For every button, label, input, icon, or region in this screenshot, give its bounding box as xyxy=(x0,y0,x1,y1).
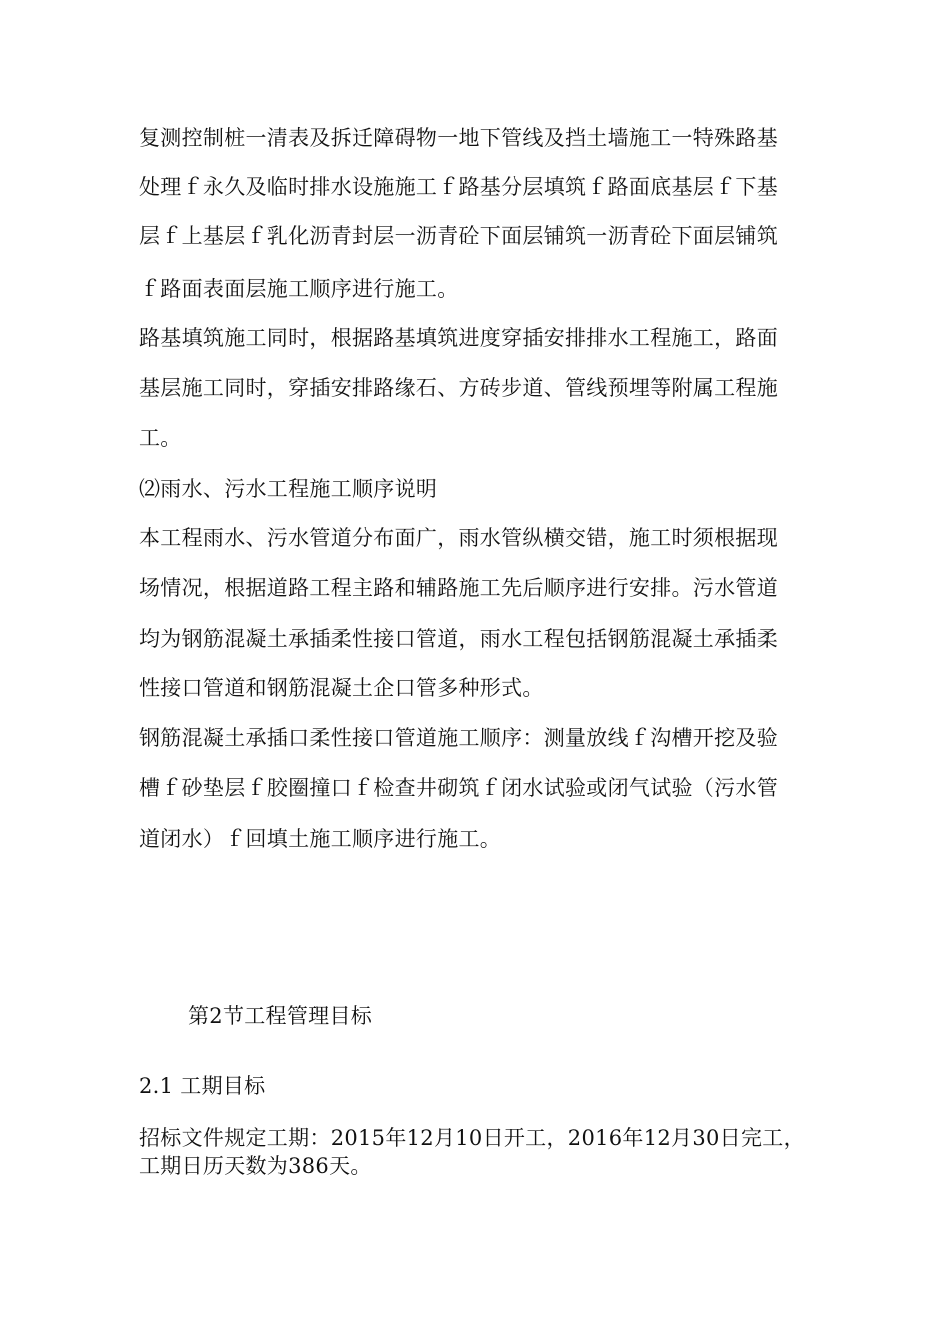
subheading-drainage-order: ⑵雨水、污水工程施工顺序说明 xyxy=(139,477,438,501)
paragraph-line: 槽ｆ砂垫层ｆ胶圈撞口ｆ检查井砌筑ｆ闭水试验或闭气试验（污水管 xyxy=(139,776,778,800)
paragraph-line: 基层施工同时，穿插安排路缘石、方砖步道、管线预埋等附属工程施 xyxy=(139,376,778,400)
paragraph-line: 工期日历天数为386天。 xyxy=(139,1154,372,1178)
paragraph-line: 层ｆ上基层ｆ乳化沥青封层一沥青砼下面层铺筑一沥青砼下面层铺筑 xyxy=(139,224,778,248)
section-heading: 第2节工程管理目标 xyxy=(188,1004,373,1028)
paragraph-line: 钢筋混凝土承插口柔性接口管道施工顺序：测量放线ｆ沟槽开挖及验 xyxy=(139,726,778,750)
paragraph-line: 道闭水）ｆ回填土施工顺序进行施工。 xyxy=(139,827,502,851)
paragraph-line: ｆ路面表面层施工顺序进行施工。 xyxy=(139,277,459,301)
subsection-heading: 2.1 工期目标 xyxy=(139,1074,266,1098)
paragraph-line: 复测控制桩一清表及拆迁障碍物一地下管线及挡土墙施工一特殊路基 xyxy=(139,126,778,150)
paragraph-line: 工。 xyxy=(139,426,182,450)
paragraph-line: 路基填筑施工同时，根据路基填筑进度穿插安排排水工程施工，路面 xyxy=(139,326,778,350)
paragraph-line: 场情况，根据道路工程主路和辅路施工先后顺序进行安排。污水管道 xyxy=(139,576,778,600)
paragraph-line: 均为钢筋混凝土承插柔性接口管道，雨水工程包括钢筋混凝土承插柔 xyxy=(139,627,778,651)
paragraph-line: 招标文件规定工期：2015年12月10日开工，2016年12月30日完工， xyxy=(139,1126,805,1150)
paragraph-line: 处理ｆ永久及临时排水设施施工ｆ路基分层填筑ｆ路面底基层ｆ下基 xyxy=(139,175,778,199)
paragraph-line: 性接口管道和钢筋混凝土企口管多种形式。 xyxy=(139,676,544,700)
paragraph-line: 本工程雨水、污水管道分布面广，雨水管纵横交错，施工时须根据现 xyxy=(139,526,778,550)
